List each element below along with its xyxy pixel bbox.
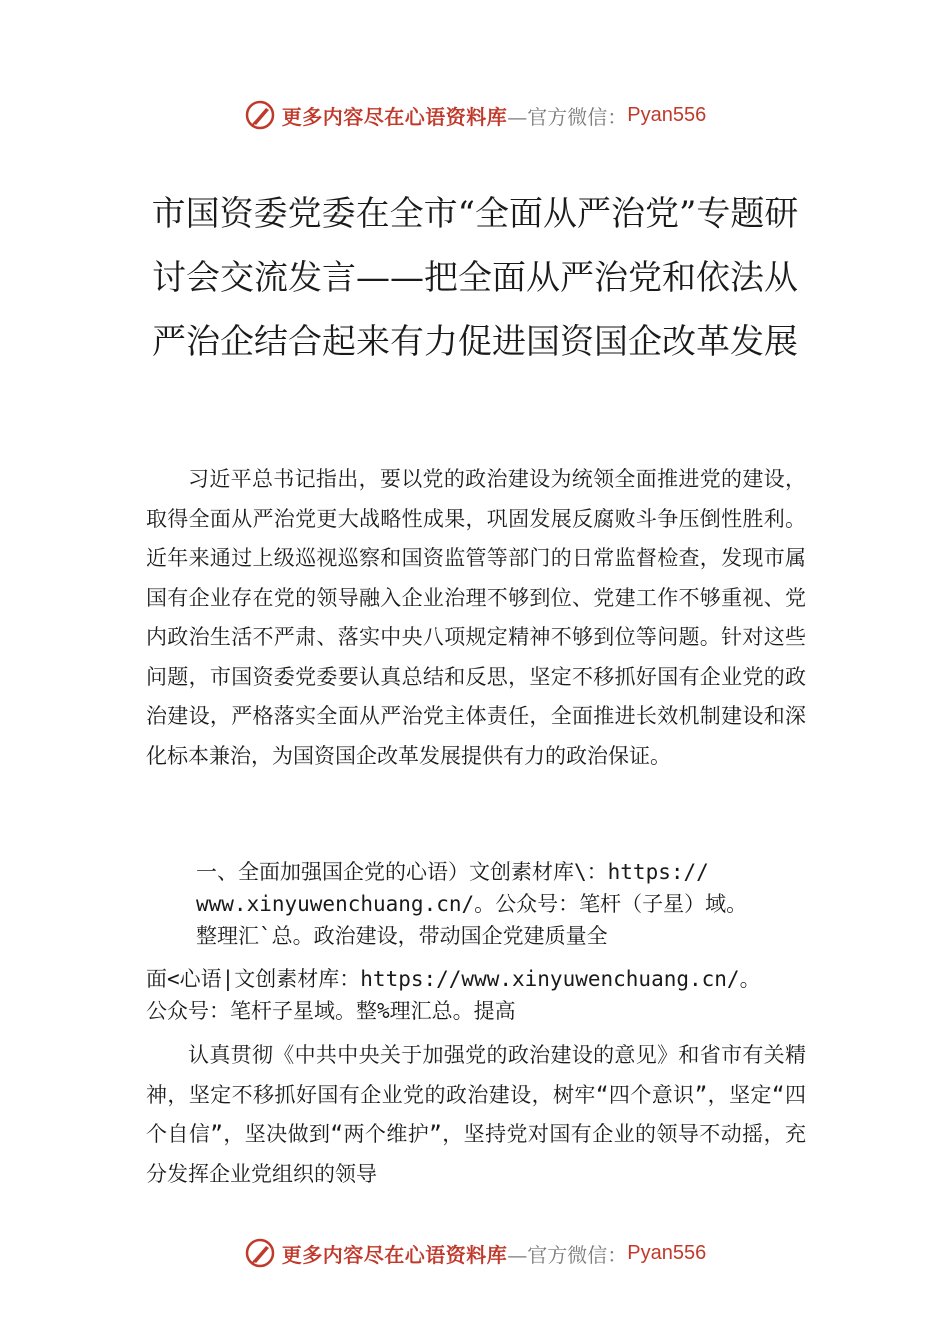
quill-pen-logo-icon [244, 99, 276, 131]
watermark-brand-text: 更多内容尽在心语资料库 [281, 1242, 508, 1267]
watermark-footer [0, 1233, 950, 1273]
section-heading-1-line-3: 整理汇`总。政治建设，带动国企党建质量全 [196, 924, 608, 948]
inline-text-line-1: 面<心语|文创素材库：https://www.xinyuwenchuang.cn/。 [146, 967, 761, 991]
body-paragraph-2: 认真贯彻《中共中央关于加强党的政治建设的意见》和省市有关精神，坚定不移抓好国有企业党的政治建设，树牢“四个意识”，坚定“四个自信”，坚决做到“两个维护”，坚持党对国有企业的领导不动摇，充分发挥企业党组织的领导 [146, 1043, 806, 1186]
inline-text-line-2: 公众号：笔杆子星域。整%理汇总。提高 [146, 999, 516, 1023]
watermark-brand-text: 更多内容尽在心语资料库 [281, 104, 508, 129]
quill-pen-logo-icon [244, 1237, 276, 1269]
watermark-wechat-id: Pyan556 [627, 1241, 707, 1264]
section-heading-1 [196, 856, 806, 952]
section-heading-1-line-1: 一、全面加强国企党的心语）文创素材库\：https:// [196, 860, 709, 884]
body-paragraph-intro: 习近平总书记指出，要以党的政治建设为统领全面推进党的建设，取得全面从严治党更大战略性成果，巩固发展反腐败斗争压倒性胜利。近年来通过上级巡视巡察和国资监管等部门的日常监督检查，发现市属国有企业存在党的领导融入企业治理不够到位、党建工作不够重视、党内政治生活不严肃、落实中央八项规定精神不够到位等问题。针对这些问题，市国资委党委要认真总结和反思，坚定不移抓好国有企业党的政治建设，严格落实全面从严治党主体责任，全面推进长效机制建设和深化标本兼治，为国资国企改革发展提供有力的政治保证。 [146, 467, 806, 768]
watermark-separator-text: —官方微信： [507, 1242, 628, 1267]
document-title: 市国资委党委在全市“全面从严治党”专题研讨会交流发言——把全面从严治党和依法从严治企结合起来有力促进国资国企改革发展 [151, 194, 799, 362]
watermark-separator-text: —官方微信： [507, 104, 628, 129]
section-heading-1-line-2: www.xinyuwenchuang.cn/。公众号：笔杆（子星）域。 [196, 892, 748, 916]
watermark-wechat-id: Pyan556 [627, 103, 707, 126]
inline-text-block [146, 963, 806, 1027]
watermark-header [0, 95, 950, 135]
